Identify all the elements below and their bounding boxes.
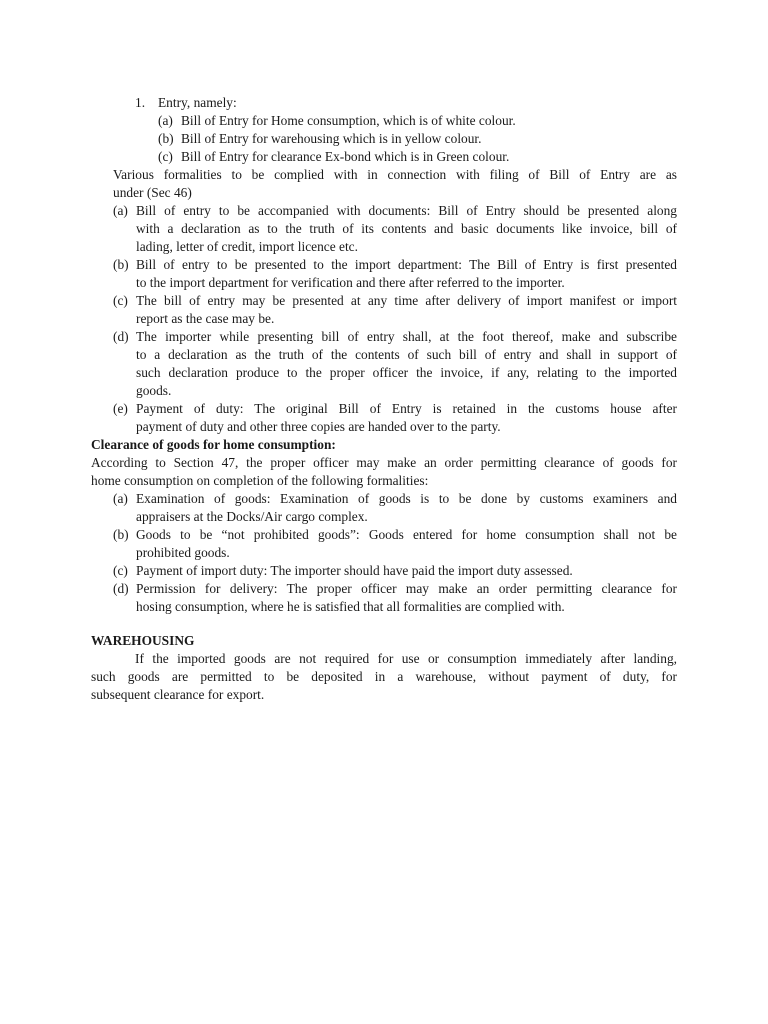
item-line: Permission for delivery: The proper officer may make an order permitting clearance for — [136, 581, 677, 596]
section-heading: WAREHOUSING — [91, 633, 195, 648]
item-line: prohibited goods. — [136, 545, 230, 560]
item-line: Goods to be “not prohibited goods”: Goods entered for home consumption shall not be — [136, 527, 677, 542]
item-marker: (c) — [113, 293, 128, 308]
list-item-text: Entry, namely: — [158, 95, 237, 110]
item-line: such declaration produce to the proper officer the invoice, if any, relating to the imported — [136, 365, 677, 380]
item-line: appraisers at the Docks/Air cargo complex. — [136, 509, 368, 524]
section-heading: Clearance of goods for home consumption: — [91, 437, 336, 452]
sub-marker: (b) — [158, 131, 174, 146]
item-line: The bill of entry may be presented at any time after delivery of import manifest or import — [136, 293, 677, 308]
list-marker: 1. — [135, 95, 146, 110]
paragraph-line: under (Sec 46) — [113, 185, 192, 200]
item-marker: (c) — [113, 563, 128, 578]
item-marker: (a) — [113, 491, 128, 506]
item-line: The importer while presenting bill of entry shall, at the foot thereof, make and subscribe — [136, 329, 677, 344]
item-line: goods. — [136, 383, 172, 398]
sub-item-text: Bill of Entry for Home consumption, which is of white colour. — [181, 113, 516, 128]
item-line: report as the case may be. — [136, 311, 275, 326]
item-line: lading, letter of credit, import licence etc. — [136, 239, 358, 254]
item-line: payment of duty and other three copies are handed over to the party. — [136, 419, 501, 434]
item-marker: (b) — [113, 527, 129, 542]
item-line: Payment of import duty: The importer should have paid the import duty assessed. — [136, 563, 573, 578]
item-marker: (e) — [113, 401, 128, 416]
paragraph-line: If the imported goods are not required for use or consumption immediately after landing, — [135, 651, 677, 666]
sub-item-text: Bill of Entry for warehousing which is in yellow colour. — [181, 131, 482, 146]
item-marker: (a) — [113, 203, 128, 218]
item-line: to a declaration as the truth of the contents of such bill of entry and shall in support of — [136, 347, 677, 362]
item-line: with a declaration as to the truth of its contents and basic documents like invoice, bill of — [136, 221, 677, 236]
item-line: Bill of entry to be accompanied with documents: Bill of Entry should be presented along — [136, 203, 677, 218]
item-line: to the import department for verification and there after referred to the importer. — [136, 275, 565, 290]
paragraph-line: According to Section 47, the proper officer may make an order permitting clearance of goods for — [91, 455, 677, 470]
item-marker: (d) — [113, 581, 129, 596]
item-marker: (d) — [113, 329, 129, 344]
item-line: hosing consumption, where he is satisfied that all formalities are complied with. — [136, 599, 565, 614]
paragraph-line: home consumption on completion of the following formalities: — [91, 473, 429, 488]
sub-item-text: Bill of Entry for clearance Ex-bond which is in Green colour. — [181, 149, 510, 164]
paragraph-line: Various formalities to be complied with in connection with filing of Bill of Entry are as — [113, 167, 677, 182]
item-marker: (b) — [113, 257, 129, 272]
paragraph-line: subsequent clearance for export. — [91, 687, 265, 702]
item-line: Payment of duty: The original Bill of Entry is retained in the customs house after — [136, 401, 677, 416]
sub-marker: (a) — [158, 113, 173, 128]
sub-marker: (c) — [158, 149, 173, 164]
paragraph-line: such goods are permitted to be deposited in a warehouse, without payment of duty, for — [91, 669, 677, 684]
item-line: Examination of goods: Examination of goods is to be done by customs examiners and — [136, 491, 677, 506]
item-line: Bill of entry to be presented to the import department: The Bill of Entry is first presented — [136, 257, 677, 272]
